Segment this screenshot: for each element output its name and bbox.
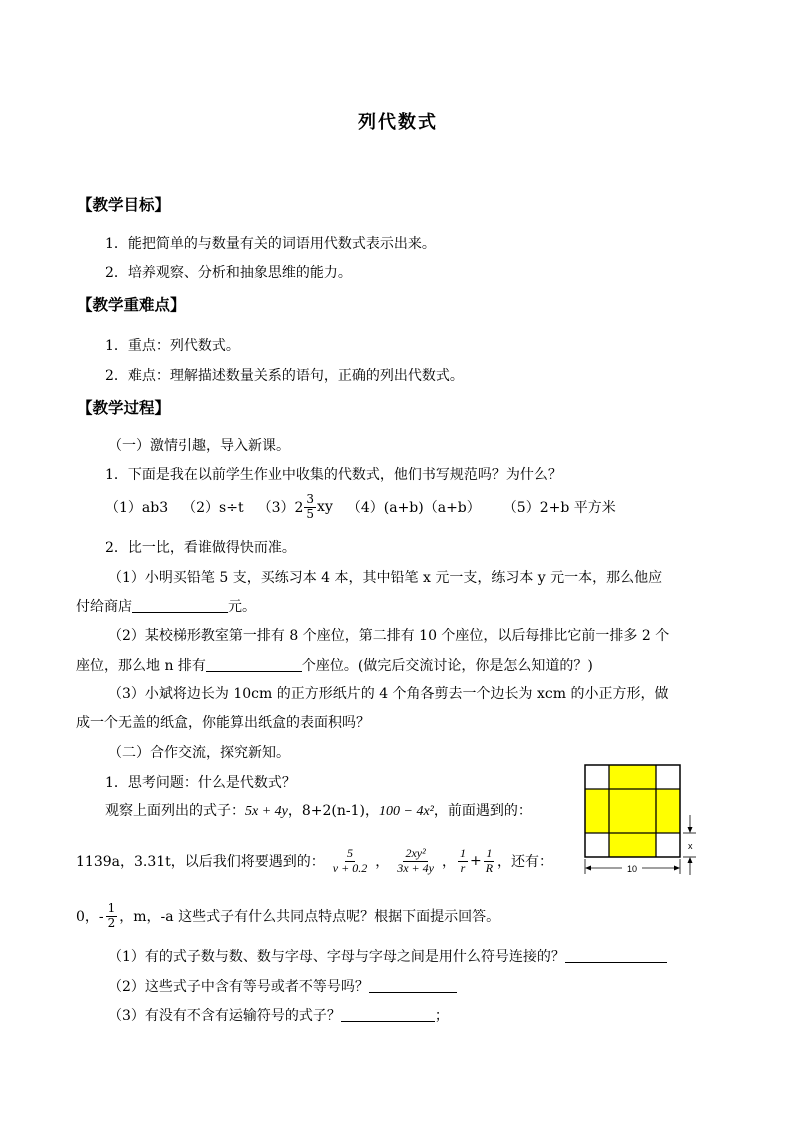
fraction-denominator: R [485, 860, 494, 875]
line2-suffix: ，还有： [497, 854, 554, 870]
example-2: （2）s÷t [182, 500, 244, 516]
line2-prefix: 1139a，3.31t，以后我们将要遇到的： [76, 854, 325, 870]
problem-2-suffix: 个座位。(做完后交流讨论，你是怎么知道的？) [301, 658, 593, 674]
expression-1: 5x + 4y [245, 804, 288, 819]
fraction-numerator: 3 [306, 491, 315, 506]
part-two-heading: （二）合作交流，探究新知。 [108, 745, 290, 761]
future-expressions-line: 1139a，3.31t，以后我们将要遇到的： $\frac{5}{v + 0.2}$ ， $\frac{\text{2xy²}}{3x + 4y}$ ， $\frac{1}{r}$ + $\frac{1}{R}$ ，还有： [76, 845, 554, 875]
fraction-denominator: 3x + 4y [397, 860, 434, 875]
example-5: （5）2+b 平方米 [502, 500, 616, 516]
paper-box-figure [580, 760, 702, 880]
answer-blank[interactable] [369, 978, 457, 993]
fraction-numerator: 1 [107, 900, 116, 915]
example-3-suffix: xy [317, 499, 333, 515]
arrow-down-icon [688, 827, 693, 833]
section-heading-objectives: 【教学目标】 [77, 196, 171, 214]
section-heading-process: 【教学过程】 [77, 399, 171, 417]
fraction-3 [458, 847, 468, 876]
hint-3 [108, 1005, 449, 1025]
observe-prefix: 观察上面列出的式子： [105, 803, 245, 819]
mixed-number-fraction [304, 493, 316, 522]
arrow-left-icon [585, 866, 591, 871]
fraction-2 [395, 847, 436, 876]
question-2: 2．比一比，看谁做得快而准。 [105, 540, 296, 556]
objective-item-2: 2．培养观察、分析和抽象思维的能力。 [105, 265, 352, 281]
fraction-numerator: 1 [459, 845, 466, 860]
problem-2-line-2 [76, 655, 593, 675]
problem-1-suffix: 元。 [228, 599, 256, 615]
fraction-4 [484, 847, 495, 876]
question-1: 1．下面是我在以前学生作业中收集的代数式，他们书写规范吗？为什么？ [105, 467, 562, 483]
problem-1-prefix: 付给商店 [76, 599, 132, 615]
fraction-denominator: r [460, 860, 466, 875]
page-title: 列代数式 [358, 112, 438, 133]
fraction-5 [106, 902, 118, 931]
yellow-sides [585, 765, 680, 857]
arrow-up-icon [688, 857, 693, 863]
observe-line [105, 800, 532, 820]
answer-blank[interactable] [565, 948, 667, 963]
key-point-item-2: 2．难点：理解描述数量关系的语句，正确的列出代数式。 [105, 368, 464, 384]
example-3-prefix: （3）2 [257, 500, 304, 516]
hint-3-text: （3）有没有不含有运输符号的式子？ [108, 1008, 341, 1024]
arrow-right-icon [674, 866, 680, 871]
answer-blank[interactable] [132, 598, 228, 613]
more-expressions-line [76, 893, 500, 939]
section-heading-key-points: 【教学重难点】 [77, 296, 186, 314]
line3-prefix: 0，- [76, 909, 104, 925]
observe-middle: ，8+2(n-1)， [287, 803, 379, 819]
problem-3-line-1: （3）小斌将边长为 10cm 的正方形纸片的 4 个角各剪去一个边长为 xcm 的小正方形，做 [108, 686, 669, 702]
problem-2-prefix: 座位，那么地 n 排有 [76, 658, 206, 674]
problem-2-line-1: （2）某校梯形教室第一排有 8 个座位，第二排有 10 个座位，以后每排比它前一排多 2 个 [108, 628, 670, 644]
hint-1-text: （1）有的式子数与数、数与字母、字母与字母之间是用什么符号连接的？ [108, 949, 565, 965]
key-point-item-1: 1．重点：列代数式。 [105, 338, 240, 354]
middle-strip [585, 789, 680, 833]
fraction-numerator: 2xy² [405, 845, 426, 860]
expression-2: 100 − 4x² [379, 804, 434, 819]
fraction-numerator: 1 [486, 845, 493, 860]
objective-item-1: 1．能把简单的与数量有关的词语用代数式表示出来。 [105, 236, 436, 252]
example-4: （4）(a+b)（a+b） [346, 500, 481, 516]
problem-1-line-1: （1）小明买铅笔 5 支，买练习本 4 本，其中铅笔 x 元一支，练习本 y 元一本，那么他应 [108, 570, 663, 586]
fraction-denominator: v + 0.2 [332, 860, 368, 875]
dimension-label-x: x [688, 841, 693, 851]
hint-2-text: （2）这些式子中含有等号或者不等号吗？ [108, 979, 369, 995]
problem-1-line-2 [76, 596, 256, 616]
dimension-label-10: 10 [626, 864, 638, 874]
fraction-denominator: 2 [107, 915, 116, 930]
answer-blank[interactable] [206, 657, 302, 672]
example-1: （1）ab3 [105, 500, 169, 516]
hint-2 [108, 976, 457, 996]
hint-3-suffix: ； [434, 1008, 449, 1024]
answer-blank[interactable] [341, 1007, 435, 1022]
problem-3-line-2: 成一个无盖的纸盒，你能算出纸盒的表面积吗？ [76, 715, 370, 731]
fraction-denominator: 5 [306, 506, 315, 521]
hint-1 [108, 946, 667, 966]
fraction-numerator: 5 [347, 845, 353, 860]
think-question: 1．思考问题：什么是代数式？ [105, 775, 296, 791]
line3-suffix: ，m，-a 这些式子有什么共同点特点呢？根据下面提示回答。 [119, 909, 501, 925]
examples-row [105, 487, 616, 527]
fraction-1 [331, 847, 369, 876]
observe-suffix: ，前面遇到的： [433, 803, 532, 819]
part-one-heading: （一）激情引趣，导入新课。 [108, 438, 290, 454]
